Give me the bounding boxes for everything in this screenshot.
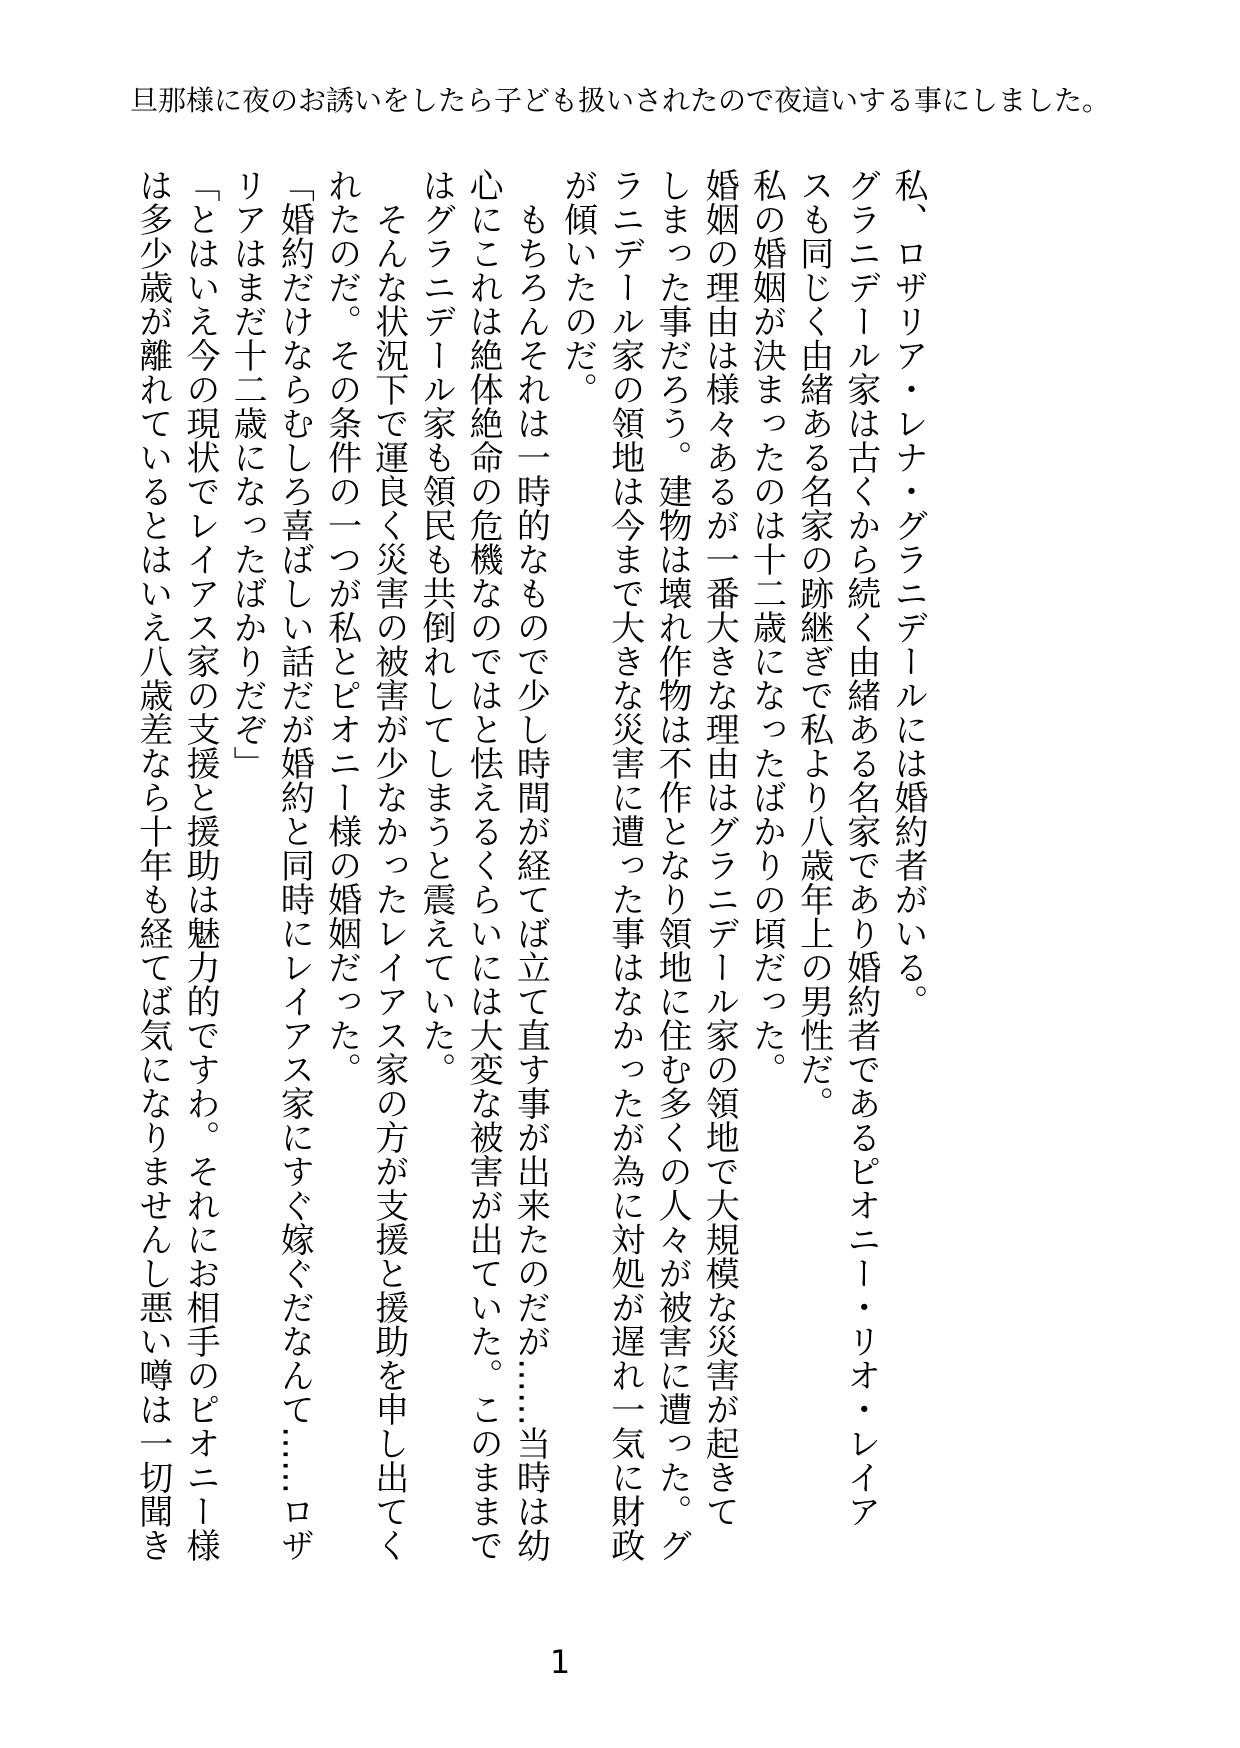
text-line: はグラニデール家も領民も共倒れしてしまうと震えていた。	[415, 168, 456, 1086]
text-line: リアはまだ十二歳になったばかりだぞ」	[227, 168, 268, 780]
text-line: 婚姻の理由は様々あるが一番大きな理由はグラニデール家の領地で大規模な災害が起きて	[699, 168, 740, 1528]
text-line: もちろんそれは一時的なもので少し時間が経てば立て直す事が出来たのだが……当時は幼	[510, 168, 551, 1562]
page-title: 旦那様に夜のお誘いをしたら子ども扱いされたので夜這いする事にしました。	[130, 84, 1111, 117]
body-text	[128, 168, 931, 1568]
text-line: そんな状況下で運良く災害の被害が少なかったレイアス家の方が支援と援助を申し出てく	[368, 168, 409, 1562]
text-line: が傾いたのだ。	[557, 168, 598, 406]
text-line: 「とはいえ今の現状でレイアス家の支援と援助は魅力的ですわ。それにお相手のピオニー様	[179, 168, 220, 1562]
text-line: スも同じく由緒ある名家の跡継ぎで私より八歳年上の男性だ。	[793, 168, 834, 1120]
page-number: 1	[549, 1643, 571, 1681]
text-line: 心にこれは絶体絶命の危機なのではと怯えるくらいには大変な被害が出ていた。このままで	[463, 168, 504, 1562]
text-line: ラニデール家の領地は今まで大きな災害に遭った事はなかったが為に対処が遅れ一気に財政	[604, 168, 645, 1562]
text-line: 私、ロザリア・レナ・グラニデールには婚約者がいる。	[888, 168, 928, 1018]
text-line: れたのだ。その条件の一つが私とピオニー様の婚姻だった。	[321, 168, 362, 1086]
text-line: グラニデール家は古くから続く由緒ある名家であり婚約者であるピオニー・リオ・レイア	[840, 168, 881, 1528]
text-line: 私の婚姻が決まったのは十二歳になったばかりの頃だった。	[746, 168, 787, 1086]
text-line: しまった事だろう。建物は壊れ作物は不作となり領地に住む多くの人々が被害に遭った。グ	[651, 168, 692, 1562]
text-line: は多少歳が離れているとはいえ八歳差なら十年も経てば気になりませんし悪い噂は一切聞き	[132, 168, 173, 1562]
text-line: 「婚約だけならむしろ喜ばしい話だが婚約と同時にレイアス家にすぐ嫁ぐだなんて……ロザ	[274, 168, 315, 1562]
